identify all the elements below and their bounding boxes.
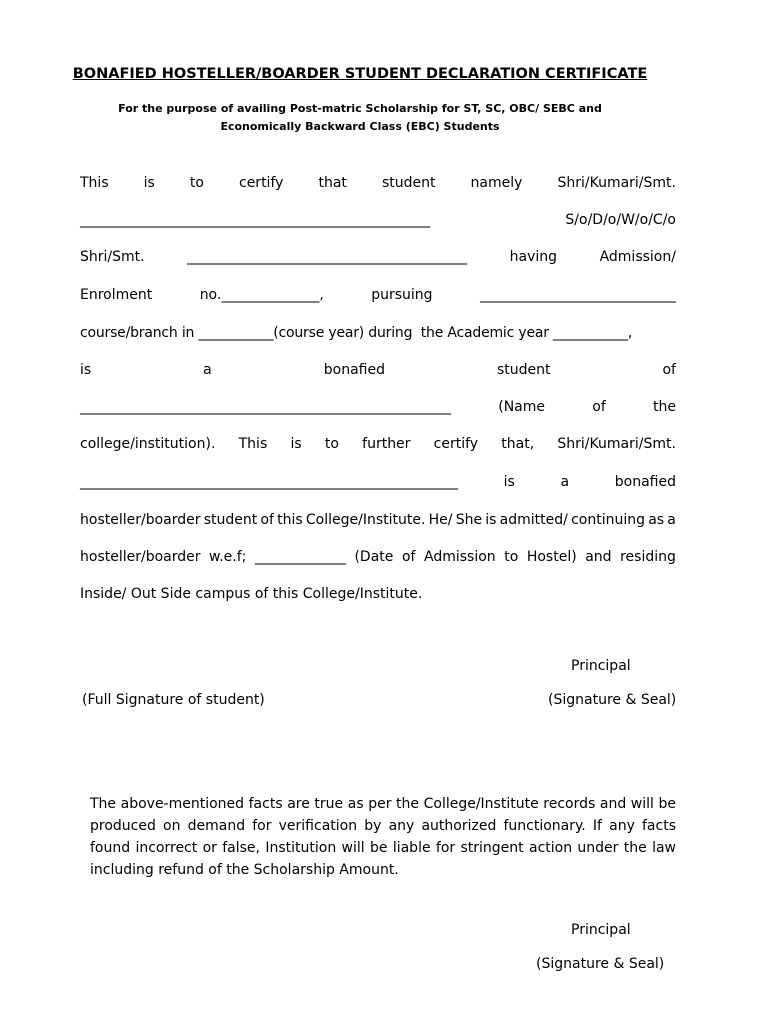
word: Shri/Kumari/Smt. [557, 175, 676, 191]
word: that [318, 175, 347, 191]
body-line-8 [80, 433, 676, 455]
footer-seal-label: (Signature & Seal) [536, 956, 665, 972]
word: no.______________, [199, 287, 324, 303]
word: ________________________________________ [187, 249, 468, 265]
word: a [667, 512, 676, 528]
word: ____________________________ [480, 287, 676, 303]
word: the [653, 399, 676, 415]
subtitle-line-2: Economically Backward Class (EBC) Students [220, 120, 500, 133]
word: is [503, 474, 515, 490]
word: that, [501, 436, 535, 452]
body-line-9 [80, 471, 676, 493]
footer-principal-label: Principal [571, 922, 631, 938]
word: Admission/ [599, 249, 676, 265]
body-line-2 [80, 209, 676, 231]
word: college/institution). [80, 436, 216, 452]
word: of [401, 549, 416, 565]
body-line-12 [80, 583, 676, 605]
course-text: course/branch in ___________(course year) during the Academic year ___________, [80, 325, 633, 341]
subtitle-line-1: For the purpose of availing Post-matric Scholarship for ST, SC, OBC/ SEBC and [118, 102, 602, 115]
word: certify [239, 175, 284, 191]
body-line-6 [80, 359, 676, 381]
word: She [455, 512, 483, 528]
word: Shri/Kumari/Smt. [557, 436, 676, 452]
word: College/Institute. [305, 512, 426, 528]
body-line-3 [80, 246, 676, 268]
word: w.e.f; [209, 549, 247, 565]
word: _____________________________________________________ [80, 399, 451, 415]
word: is [290, 436, 302, 452]
word: student [203, 512, 258, 528]
word: is [80, 362, 92, 378]
word: residing [620, 549, 676, 565]
body-line-1 [80, 172, 676, 194]
word: Shri/Smt. [80, 249, 145, 265]
body-line-5 [80, 322, 676, 344]
word: Admission [424, 549, 496, 565]
word: He/ [428, 512, 453, 528]
word: of [592, 399, 606, 415]
certificate-title: BONAFIED HOSTELLER/BOARDER STUDENT DECLARATION CERTIFICATE [72, 66, 648, 82]
student-signature-label: (Full Signature of student) [82, 692, 265, 708]
word: continuing [571, 512, 645, 528]
body-line-7 [80, 396, 676, 418]
word: of [260, 512, 274, 528]
word: to [189, 175, 204, 191]
word: bonafied [323, 362, 385, 378]
word: is [143, 175, 155, 191]
word: bonafied [614, 474, 676, 490]
word: ______________________________________________________ [80, 474, 458, 490]
word: (Date [354, 549, 394, 565]
campus-text: Inside/ Out Side campus of this College/Institute. [80, 586, 423, 602]
word: as [648, 512, 665, 528]
word: a [560, 474, 570, 490]
word: namely [470, 175, 523, 191]
word: further [362, 436, 411, 452]
body-line-4 [80, 284, 676, 306]
word: _____________ [254, 549, 346, 565]
word: (Name [498, 399, 546, 415]
word: hosteller/boarder [80, 512, 201, 528]
word: a [203, 362, 212, 378]
principal-seal-label: (Signature & Seal) [548, 692, 677, 708]
word: to [324, 436, 339, 452]
word: hosteller/boarder [80, 549, 201, 565]
word: This [80, 175, 109, 191]
word: of [662, 362, 676, 378]
word: Enrolment [80, 287, 153, 303]
word: Hostel) [526, 549, 577, 565]
principal-label: Principal [571, 658, 631, 674]
word: student [496, 362, 551, 378]
word: This [238, 436, 268, 452]
body-line-10 [80, 509, 676, 531]
word: admitted/ [499, 512, 568, 528]
word: pursuing [371, 287, 433, 303]
relation-label: S/o/D/o/W/o/C/o [565, 212, 676, 228]
body-line-11 [80, 546, 676, 568]
student-name-blank: _____________________________________________________ [80, 212, 430, 228]
word: this [277, 512, 303, 528]
word: student [381, 175, 436, 191]
word: is [485, 512, 497, 528]
verification-note: The above-mentioned facts are true as per the College/Institute records and will be produced on demand for verification by any authorized functionary. If any facts found incorrect or false, Institution will be liable for stringent action under the law including refund of the Scholarship Amount. [90, 796, 676, 878]
word: and [585, 549, 612, 565]
word: to [504, 549, 519, 565]
word: having [509, 249, 558, 265]
word: certify [433, 436, 479, 452]
